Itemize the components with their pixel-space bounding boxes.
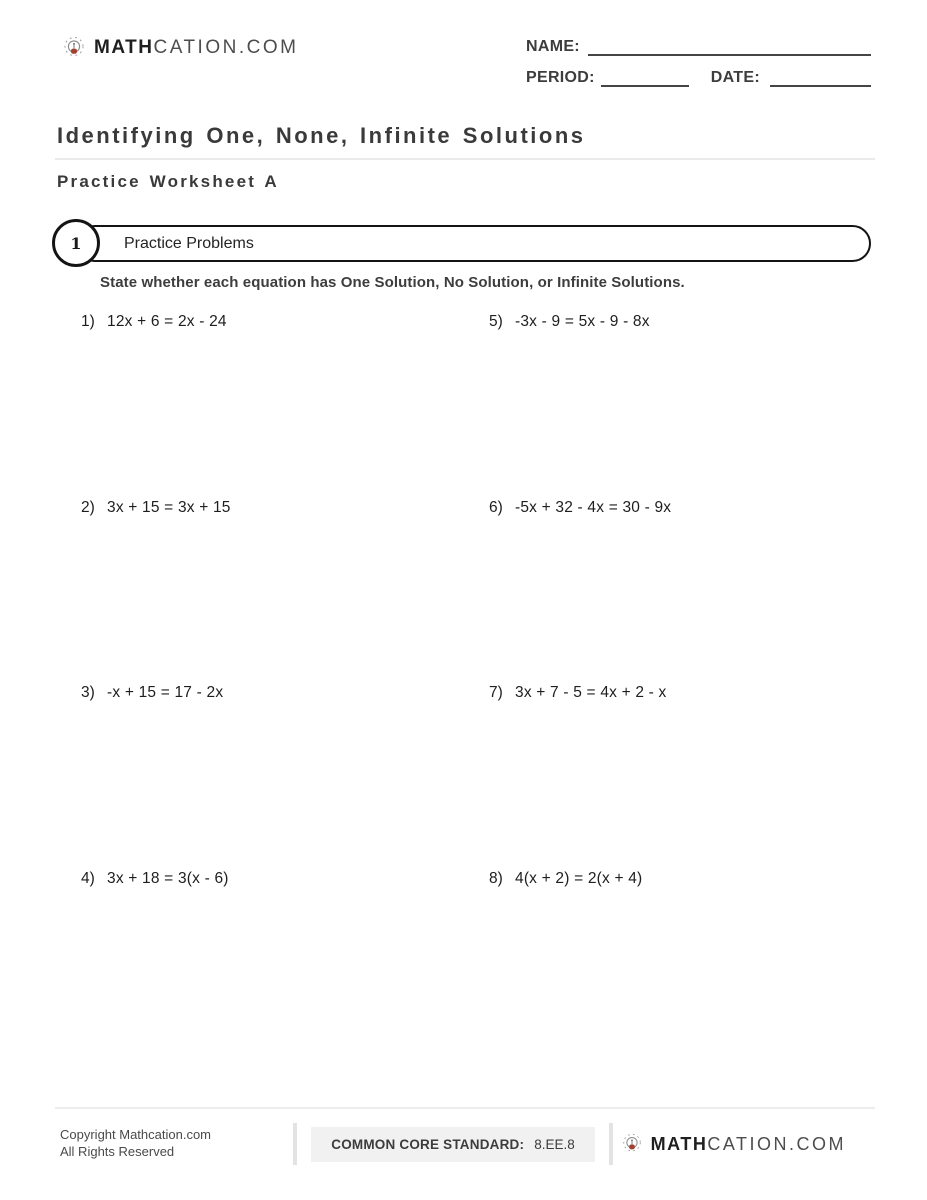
- problem-3: [81, 684, 489, 870]
- problem-number: 3): [81, 684, 95, 701]
- problem-equation: -5x + 32 - 4x = 30 - 9x: [515, 498, 672, 516]
- problem-4: [81, 870, 489, 1056]
- problem-equation: 3x + 15 = 3x + 15: [107, 498, 231, 516]
- problem-equation: -x + 15 = 17 - 2x: [107, 684, 224, 701]
- section-number-badge: 1: [52, 219, 100, 267]
- lightbulb-icon: [62, 36, 86, 60]
- page-subtitle: Practice Worksheet A: [57, 172, 279, 191]
- logo-text-light: CATION.COM: [153, 37, 299, 58]
- copyright-line-1: Copyright Mathcation.com: [60, 1127, 212, 1143]
- problem-equation: 12x + 6 = 2x - 24: [107, 313, 227, 330]
- problem-6: [489, 499, 877, 685]
- problem-number: 7): [489, 684, 503, 701]
- problems-grid: [81, 313, 877, 1055]
- student-info-fields: [526, 36, 871, 87]
- period-blank-line: [601, 71, 689, 87]
- name-field-row: [526, 38, 871, 56]
- period-label: PERIOD:: [526, 69, 595, 86]
- problem-number: 1): [81, 313, 95, 330]
- mathcation-logo-footer: [621, 1133, 846, 1155]
- problem-8: [489, 870, 877, 1056]
- logo-text-light: CATION.COM: [707, 1133, 846, 1154]
- title-divider: [55, 158, 875, 160]
- copyright-notice: [60, 1127, 293, 1161]
- logo-text-bold: MATH: [650, 1133, 708, 1154]
- copyright-line-2: All Rights Reserved: [60, 1144, 175, 1159]
- standard-label: COMMON CORE STANDARD:: [331, 1136, 525, 1152]
- period-date-field-row: [526, 69, 871, 87]
- problem-2: [81, 499, 489, 685]
- footer-logo-area: [613, 1133, 846, 1155]
- problem-number: 2): [81, 498, 95, 516]
- standard-value: 8.EE.8: [534, 1136, 575, 1152]
- section-banner: [52, 219, 871, 267]
- section-instructions: State whether each equation has One Solution, No Solution, or Infinite Solutions.: [100, 274, 685, 291]
- problem-5: [489, 313, 877, 499]
- date-blank-line: [770, 71, 871, 87]
- name-label: NAME:: [526, 38, 580, 55]
- common-core-standard-box: [311, 1127, 594, 1162]
- section-title-pill: Practice Problems: [76, 225, 871, 262]
- page-header: [62, 36, 871, 87]
- page-footer: [60, 1121, 846, 1167]
- problem-7: [489, 684, 877, 870]
- problem-equation: 3x + 7 - 5 = 4x + 2 - x: [515, 684, 667, 701]
- logo-text: [651, 1134, 846, 1155]
- problem-number: 5): [489, 313, 503, 330]
- footer-vertical-divider: [293, 1123, 297, 1165]
- footer-divider: [55, 1107, 875, 1109]
- date-label: DATE:: [710, 69, 760, 86]
- page-title: Identifying One, None, Infinite Solutions: [57, 123, 586, 148]
- lightbulb-icon: [621, 1133, 643, 1155]
- name-blank-line: [588, 40, 871, 56]
- problem-equation: 3x + 18 = 3(x - 6): [107, 869, 229, 887]
- problem-number: 4): [81, 869, 95, 887]
- problem-number: 8): [489, 869, 503, 887]
- mathcation-logo: [62, 36, 298, 60]
- problem-1: [81, 313, 489, 499]
- problem-equation: -3x - 9 = 5x - 9 - 8x: [515, 313, 650, 330]
- logo-text-bold: MATH: [94, 37, 154, 58]
- problem-equation: 4(x + 2) = 2(x + 4): [515, 869, 643, 887]
- logo-text: [94, 37, 298, 59]
- problem-number: 6): [489, 498, 503, 516]
